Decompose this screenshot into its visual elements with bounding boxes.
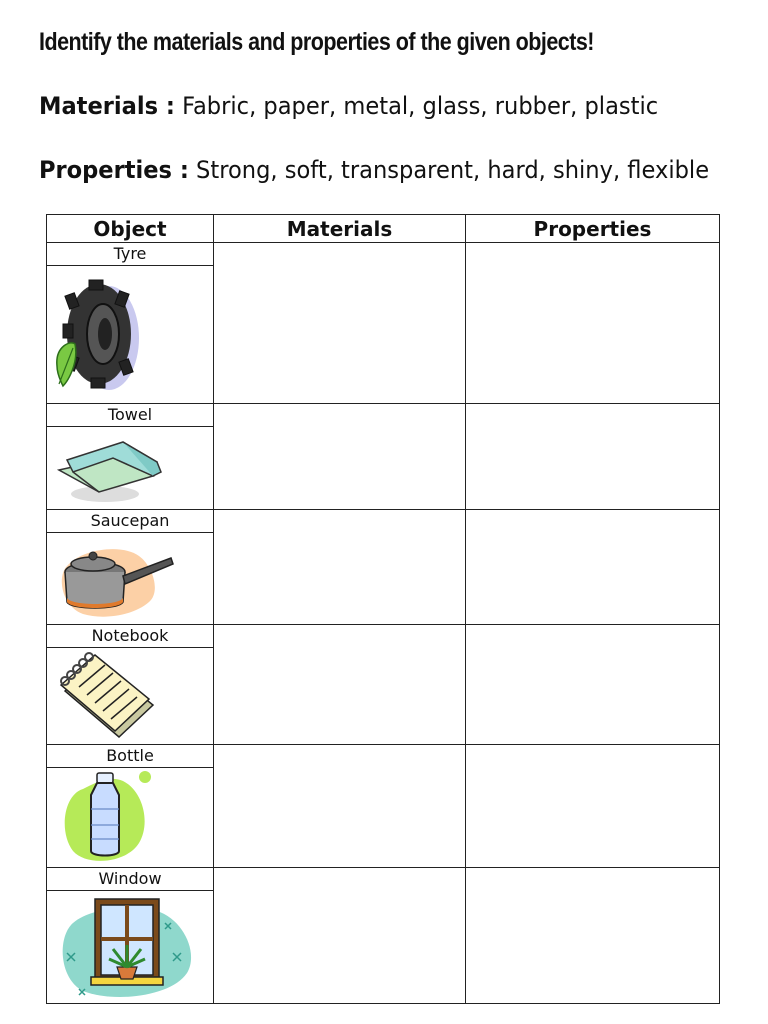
properties-label: Properties :: [39, 156, 189, 184]
object-cell: [47, 510, 214, 625]
header-properties: Properties: [466, 215, 720, 243]
properties-answer-cell[interactable]: [466, 745, 720, 868]
tyre-icon: [53, 274, 143, 394]
header-materials: Materials: [214, 215, 466, 243]
object-cell: [47, 868, 214, 1004]
materials-answer-cell[interactable]: [214, 404, 466, 510]
object-name: Tyre: [47, 243, 213, 266]
properties-answer-cell[interactable]: [466, 510, 720, 625]
object-picture: [47, 427, 213, 508]
worksheet-table: [46, 214, 720, 1004]
object-name: Towel: [47, 404, 213, 427]
object-cell: [47, 745, 214, 868]
object-name: Saucepan: [47, 510, 213, 533]
materials-answer-cell[interactable]: [214, 510, 466, 625]
materials-answer-cell[interactable]: [214, 745, 466, 868]
object-picture: [47, 266, 213, 402]
materials-answer-cell[interactable]: [214, 243, 466, 404]
table-header-row: [47, 215, 720, 243]
materials-answer-cell[interactable]: [214, 868, 466, 1004]
object-cell: [47, 243, 214, 404]
properties-list: Strong, soft, transparent, hard, shiny, flexible: [196, 156, 710, 184]
materials-line: [39, 92, 658, 120]
table-row: [47, 625, 720, 745]
properties-answer-cell[interactable]: [466, 404, 720, 510]
bottle-icon: [53, 769, 163, 865]
materials-answer-cell[interactable]: [214, 625, 466, 745]
object-picture: [47, 891, 213, 1002]
table-row: [47, 745, 720, 868]
object-name: Bottle: [47, 745, 213, 768]
towel-icon: [53, 432, 173, 504]
object-cell: [47, 404, 214, 510]
object-picture: [47, 533, 213, 623]
table-row: [47, 510, 720, 625]
materials-label: Materials :: [39, 92, 175, 120]
table-row: [47, 404, 720, 510]
materials-list: Fabric, paper, metal, glass, rubber, plastic: [182, 92, 659, 120]
notebook-icon: [53, 651, 163, 741]
object-name: Notebook: [47, 625, 213, 648]
worksheet-title: Identify the materials and properties of the given objects!: [39, 28, 594, 56]
object-cell: [47, 625, 214, 745]
properties-answer-cell[interactable]: [466, 243, 720, 404]
header-object: Object: [47, 215, 214, 243]
table-row: [47, 243, 720, 404]
properties-answer-cell[interactable]: [466, 625, 720, 745]
saucepan-icon: [53, 536, 183, 620]
object-picture: [47, 648, 213, 743]
window-icon: [53, 893, 193, 1001]
object-name: Window: [47, 868, 213, 891]
properties-answer-cell[interactable]: [466, 868, 720, 1004]
table-row: [47, 868, 720, 1004]
object-picture: [47, 768, 213, 866]
properties-line: [39, 156, 709, 184]
